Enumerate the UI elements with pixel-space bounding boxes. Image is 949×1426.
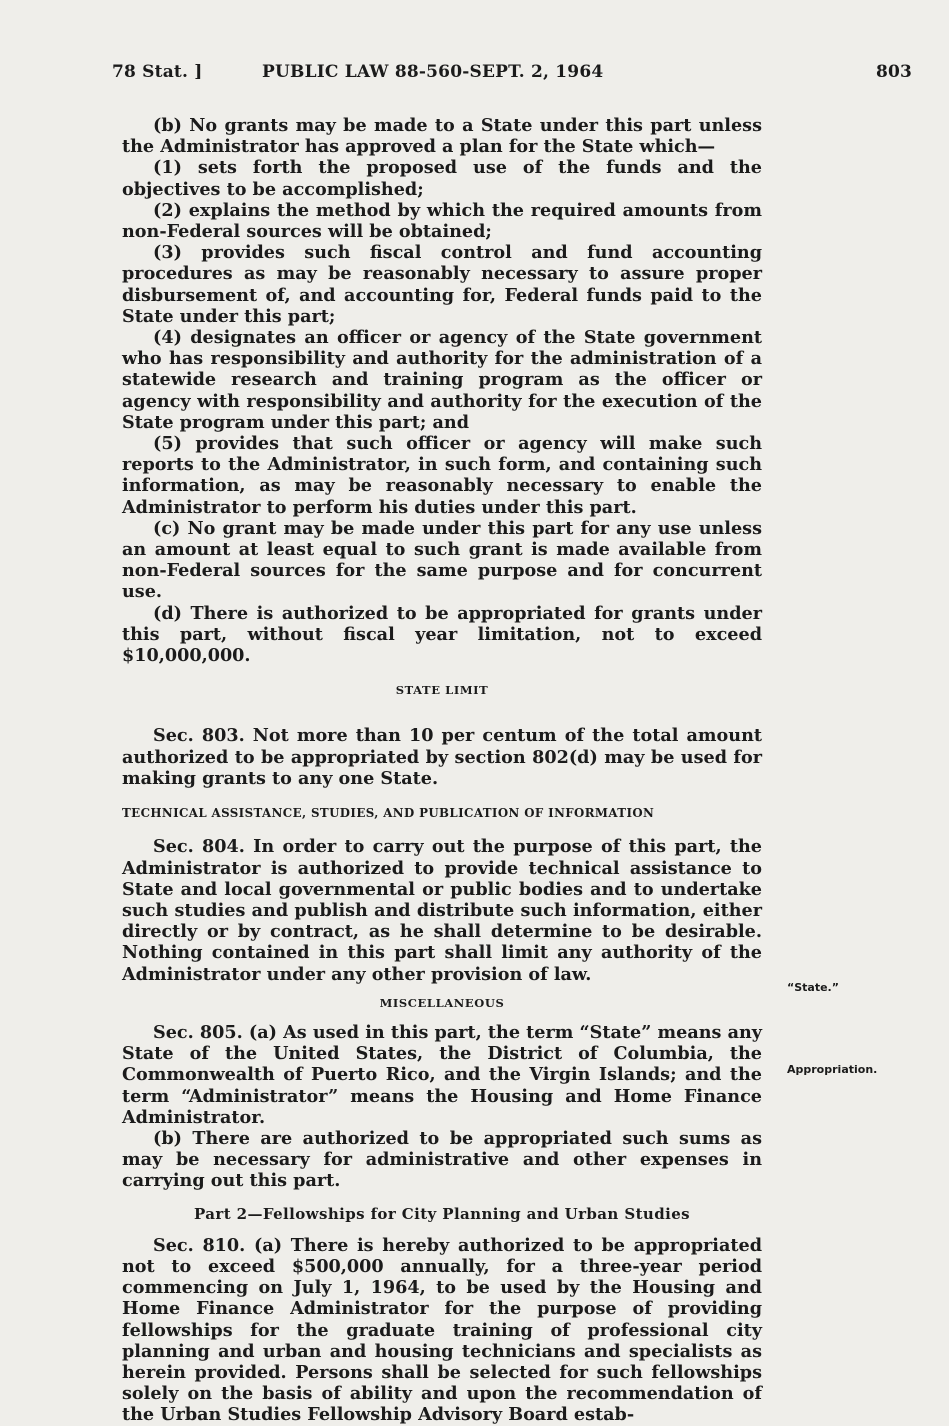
page-number: 803 [876, 62, 913, 82]
heading-state-limit: STATE LIMIT [395, 683, 489, 698]
paragraph-d: (d) There is authorized to be appropriated for grants under this part, without fiscal year limitation, not to exceed $10,000,000. [122, 602, 762, 667]
item-3: (3) provides such fiscal control and fund accounting procedures as may be reasonably necessary to assure proper disbursement of, and accounting for, Federal funds paid to the State under this part; [122, 242, 762, 327]
item-2: (2) explains the method by which the required amounts from non-Federal sources will be obtained; [122, 199, 762, 243]
section-805a: Sec. 805. (a) As used in this part, the term “State” means any State of the United States, the District of Columbia, the Commonwealth of Puerto Rico, and the Virgin Islands; and the term “Administrator” means the Housing and Home Finance Administrator. [122, 1021, 762, 1128]
body-text [122, 115, 762, 1426]
section-803: Sec. 803. Not more than 10 per centum of the total amount authorized to be appropriated by section 802(d) may be used for making grants to any one State. [122, 725, 762, 789]
heading-technical-assistance: TECHNICAL ASSISTANCE, STUDIES, AND PUBLICATION OF INFORMATION [122, 806, 655, 821]
item-1: (1) sets forth the proposed use of the funds and the objectives to be accomplished; [122, 157, 762, 200]
margin-note-appropriation: Appropriation. [787, 1063, 878, 1076]
paragraph-c: (c) No grant may be made under this part for any use unless an amount at least equal to such grant is made available from non-Federal sources for the same purpose and for concurrent use. [122, 517, 762, 603]
section-804: Sec. 804. In order to carry out the purpose of this part, the Administrator is authorized to provide technical assistance to State and local governmental or public bodies and to undertake such studies and publish and distribute such information, either directly or by contract, as he shall determine to be desirable. Nothing contained in this part shall limit any authority of the Administrator under any other provision of law. [122, 836, 762, 985]
heading-part-2: Part 2—Fellowships for City Planning and Urban Studies [194, 1204, 690, 1223]
section-805b: (b) There are authorized to be appropriated such sums as may be necessary for administrative and other expenses in carrying out this part. [122, 1127, 762, 1192]
item-5: (5) provides that such officer or agency will make such reports to the Administrator, in such form, and containing such information, as may be reasonably necessary to enable the Administrator to perform his duties under this part. [122, 433, 762, 518]
paragraph-b: (b) No grants may be made to a State under this part unless the Administrator has approved a plan for the State which— [122, 115, 762, 158]
statute-volume: 78 Stat. ] [112, 62, 203, 82]
heading-miscellaneous: MISCELLANEOUS [379, 995, 505, 1010]
section-810: Sec. 810. (a) There is hereby authorized to be appropriated not to exceed $500,000 annually, for a three-year period commencing on July 1, 1964, to be used by the Housing and Home Finance Administrator for the purpose of providing fellowships for the graduate training of professional city planning and urban and housing technicians and specialists as herein provided. Persons shall be selected for such fellowships solely on the basis of ability and upon the recommendation of the Urban Studies Fellowship Advisory Board estab- [122, 1234, 762, 1426]
margin-note-state: “State.” [787, 981, 839, 994]
page-title: PUBLIC LAW 88-560-SEPT. 2, 1964 [262, 62, 604, 82]
item-4: (4) designates an officer or agency of the State government who has responsibility and authority for the administration of a statewide research and training program as the officer or agency with responsibility and authority for the execution of the State program under this part; and [122, 327, 762, 433]
